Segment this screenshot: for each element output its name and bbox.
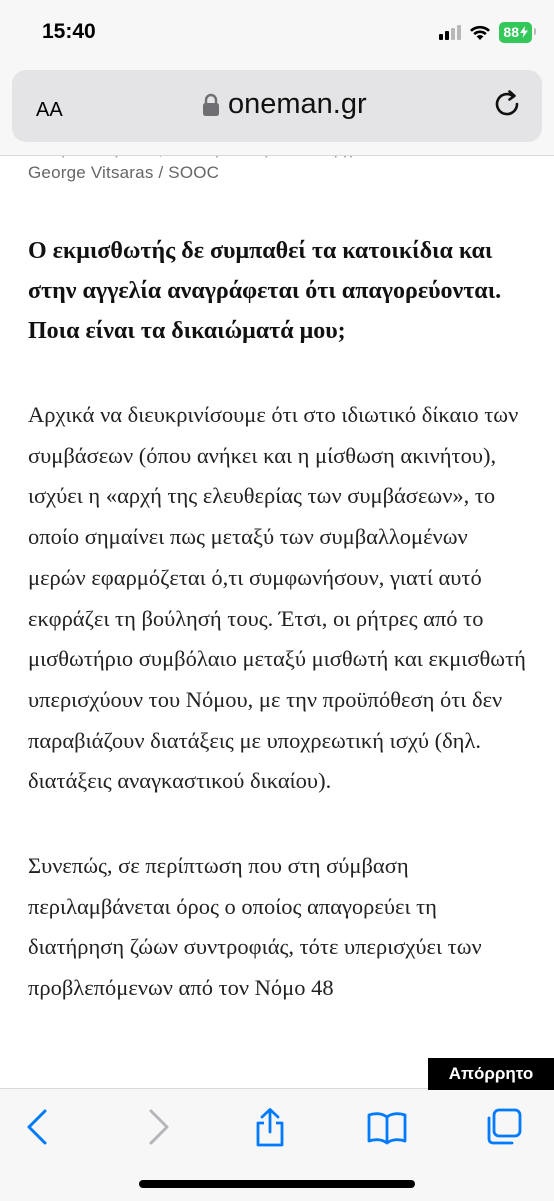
address-bar[interactable] [12,70,542,142]
article-paragraph: Συνεπώς, σε περίπτωση που στη σύμβαση περιλαμβάνεται όρος ο οποίος απαγορεύει τη διατήρηση ζώων συντροφιάς, τότε υπερισχύει των προβλεπόμενων από τον Νόμο 48 [28,853,482,1001]
wifi-icon [469,24,491,41]
battery-level: 88 [503,23,519,40]
battery-charging-icon [499,22,532,43]
article-body [28,140,528,1009]
status-icons [439,21,532,43]
back-chevron-icon[interactable] [19,1107,59,1147]
browser-top-chrome [0,0,554,156]
article-paragraph: Αρχικά να διευκρινίσουμε ότι στο ιδιωτικό δίκαιο των συμβάσεων (όπου ανήκει και η μίσθωση ακινήτου), ισχύει η «αρχή της ελευθερίας των συμβάσεων», το οποίο σημαίνει πως μεταξύ των συμβαλλομένων μερών εφαρμόζεται ό,τι συμφωνήσουν, γιατί αυτό εκφράζει τη βούλησή τους. Έτσι, οι ρήτρες από το μισθωτήριο συμβόλαιο μεταξύ μισθωτή και εκμισθωτή υπερισχύουν του Νόμου, με την προϋπόθεση ότι δεν παραβιάζουν διατάξεις με υποχρεωτική ισχύ (δηλ. διατάξεις αναγκαστικού δικαίου). [28,402,526,794]
home-indicator [139,1180,415,1188]
status-time: 15:40 [42,20,96,43]
share-icon[interactable] [250,1107,290,1147]
photo-credit: George Vitsaras / SOOC [28,163,220,182]
reload-icon[interactable] [492,88,524,120]
bookmarks-book-icon[interactable] [367,1107,407,1147]
article-subheading: Ο εκμισθωτής δε συμπαθεί τα κατοικίδια και στην αγγελία αναγράφεται ότι απαγορεύονται. Ποια είναι τα δικαιώματά μου; [28,238,502,344]
signal-icon [439,24,461,40]
privacy-badge[interactable]: Απόρρητο [428,1058,554,1090]
url-text: oneman.gr [228,88,367,120]
url-field[interactable] [202,88,367,121]
tabs-icon[interactable] [483,1107,523,1147]
forward-chevron-icon[interactable] [137,1107,177,1147]
aa-label: AA [36,99,63,121]
reader-aa-button[interactable] [36,92,63,123]
lock-icon [202,93,220,117]
